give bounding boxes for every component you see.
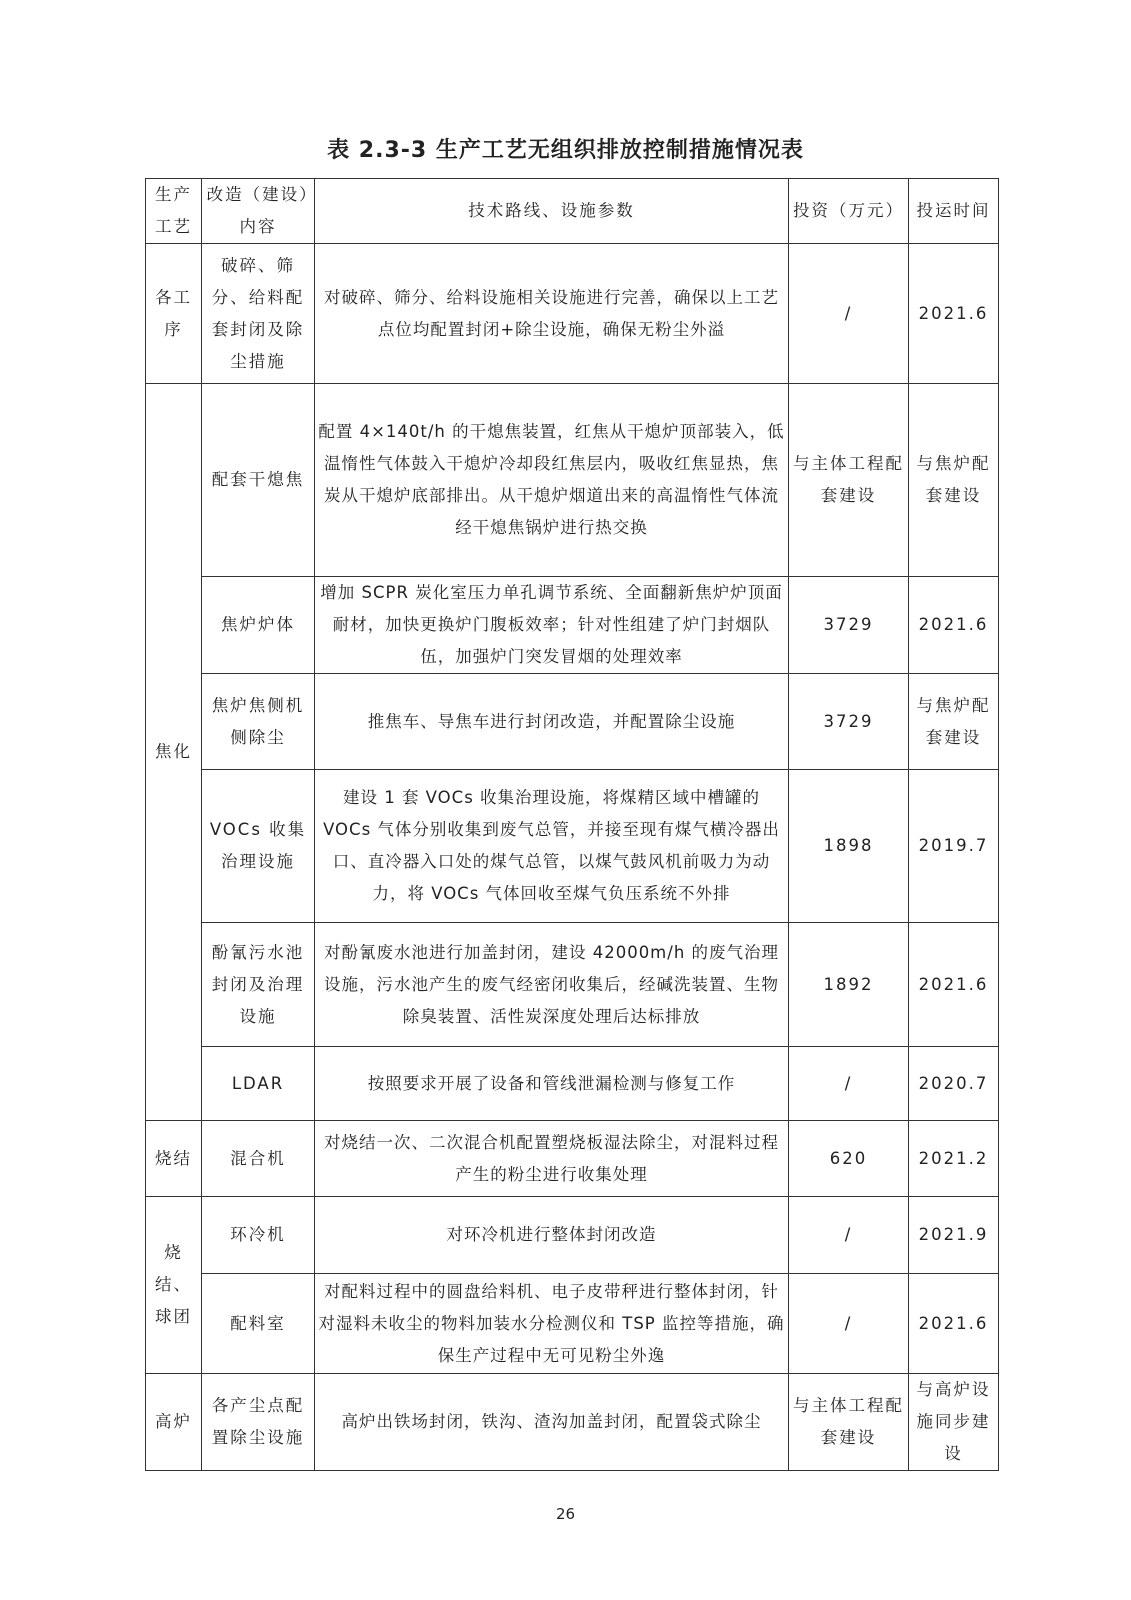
- tech-cell: 高炉出铁场封闭，铁沟、渣沟加盖封闭，配置袋式除尘: [315, 1374, 789, 1471]
- invest-cell: 3729: [789, 674, 909, 770]
- content-cell: 配套干熄焦: [202, 384, 315, 577]
- invest-cell: 3729: [789, 577, 909, 674]
- invest-cell: /: [789, 244, 909, 384]
- time-cell: 与焦炉配套建设: [909, 674, 999, 770]
- time-cell: 2021.9: [909, 1197, 999, 1274]
- table-row: [146, 674, 999, 770]
- invest-cell: 1892: [789, 923, 909, 1047]
- invest-cell: /: [789, 1047, 909, 1121]
- content-cell: 破碎、筛分、给料配套封闭及除尘措施: [202, 244, 315, 384]
- tech-cell: 按照要求开展了设备和管线泄漏检测与修复工作: [315, 1047, 789, 1121]
- tech-cell: 对烧结一次、二次混合机配置塑烧板湿法除尘，对混料过程产生的粉尘进行收集处理: [315, 1121, 789, 1197]
- table-row: [146, 577, 999, 674]
- table-row: [146, 244, 999, 384]
- time-cell: 2021.2: [909, 1121, 999, 1197]
- content-cell: 混合机: [202, 1121, 315, 1197]
- tech-cell: 推焦车、导焦车进行封闭改造，并配置除尘设施: [315, 674, 789, 770]
- invest-cell: /: [789, 1274, 909, 1374]
- page-number: 26: [555, 1505, 576, 1523]
- invest-cell: 620: [789, 1121, 909, 1197]
- table-row: [146, 1047, 999, 1121]
- tech-cell: 增加 SCPR 炭化室压力单孔调节系统、全面翻新焦炉炉顶面耐材，加快更换炉门腹板效率；针对性组建了炉门封烟队伍，加强炉门突发冒烟的处理效率: [315, 577, 789, 674]
- content-cell: 环冷机: [202, 1197, 315, 1274]
- header-time: 投运时间: [909, 179, 999, 244]
- tech-cell: 配置 4×140t/h 的干熄焦装置，红焦从干熄炉顶部装入，低温惰性气体鼓入干熄炉冷却段红焦层内，吸收红焦显热，焦炭从干熄炉底部排出。从干熄炉烟道出来的高温惰性气体流经干熄焦锅炉进行热交换: [315, 384, 789, 577]
- content-cell: 焦炉炉体: [202, 577, 315, 674]
- tech-cell: 对破碎、筛分、给料设施相关设施进行完善，确保以上工艺点位均配置封闭+除尘设施，确保无粉尘外溢: [315, 244, 789, 384]
- content-cell: 各产尘点配置除尘设施: [202, 1374, 315, 1471]
- process-cell: 各工序: [146, 244, 202, 384]
- tech-cell: 建设 1 套 VOCs 收集治理设施，将煤精区域中槽罐的 VOCs 气体分别收集到废气总管，并接至现有煤气横冷器出口、直冷器入口处的煤气总管，以煤气鼓风机前吸力为动力，将 VOCs 气体回收至煤气负压系统不外排: [315, 770, 789, 923]
- tech-cell: 对环冷机进行整体封闭改造: [315, 1197, 789, 1274]
- table-row: [146, 1197, 999, 1274]
- invest-cell: 与主体工程配套建设: [789, 1374, 909, 1471]
- content-cell: 配料室: [202, 1274, 315, 1374]
- content-cell: 酚氰污水池封闭及治理设施: [202, 923, 315, 1047]
- tech-cell: 对配料过程中的圆盘给料机、电子皮带秤进行整体封闭，针对湿料未收尘的物料加装水分检测仪和 TSP 监控等措施，确保生产过程中无可见粉尘外逸: [315, 1274, 789, 1374]
- table-title: 表 2.3-3 生产工艺无组织排放控制措施情况表: [327, 138, 804, 163]
- process-cell: 焦化: [146, 384, 202, 1121]
- time-cell: 2021.6: [909, 1274, 999, 1374]
- time-cell: 2021.6: [909, 244, 999, 384]
- table-row: [146, 770, 999, 923]
- content-cell: 焦炉焦侧机侧除尘: [202, 674, 315, 770]
- time-cell: 与高炉设施同步建设: [909, 1374, 999, 1471]
- table-row: [146, 1274, 999, 1374]
- process-cell: 高炉: [146, 1374, 202, 1471]
- tech-cell: 对酚氰废水池进行加盖封闭，建设 42000m/h 的废气治理设施，污水池产生的废气经密闭收集后，经碱洗装置、生物除臭装置、活性炭深度处理后达标排放: [315, 923, 789, 1047]
- table-row: [146, 1374, 999, 1471]
- header-content: 改造（建设）内容: [202, 179, 315, 244]
- table-row: [146, 384, 999, 577]
- header-process: 生产工艺: [146, 179, 202, 244]
- invest-cell: 1898: [789, 770, 909, 923]
- invest-cell: 与主体工程配套建设: [789, 384, 909, 577]
- emission-control-table: [145, 178, 999, 1471]
- time-cell: 2019.7: [909, 770, 999, 923]
- table-row: [146, 1121, 999, 1197]
- time-cell: 2020.7: [909, 1047, 999, 1121]
- invest-cell: /: [789, 1197, 909, 1274]
- table-row: [146, 923, 999, 1047]
- time-cell: 2021.6: [909, 577, 999, 674]
- header-row: [146, 179, 999, 244]
- time-cell: 与焦炉配套建设: [909, 384, 999, 577]
- content-cell: VOCs 收集治理设施: [202, 770, 315, 923]
- process-cell: 烧结: [146, 1121, 202, 1197]
- content-cell: LDAR: [202, 1047, 315, 1121]
- header-tech: 技术路线、设施参数: [315, 179, 789, 244]
- process-cell: 烧结、球团: [146, 1197, 202, 1374]
- time-cell: 2021.6: [909, 923, 999, 1047]
- header-invest: 投资（万元）: [789, 179, 909, 244]
